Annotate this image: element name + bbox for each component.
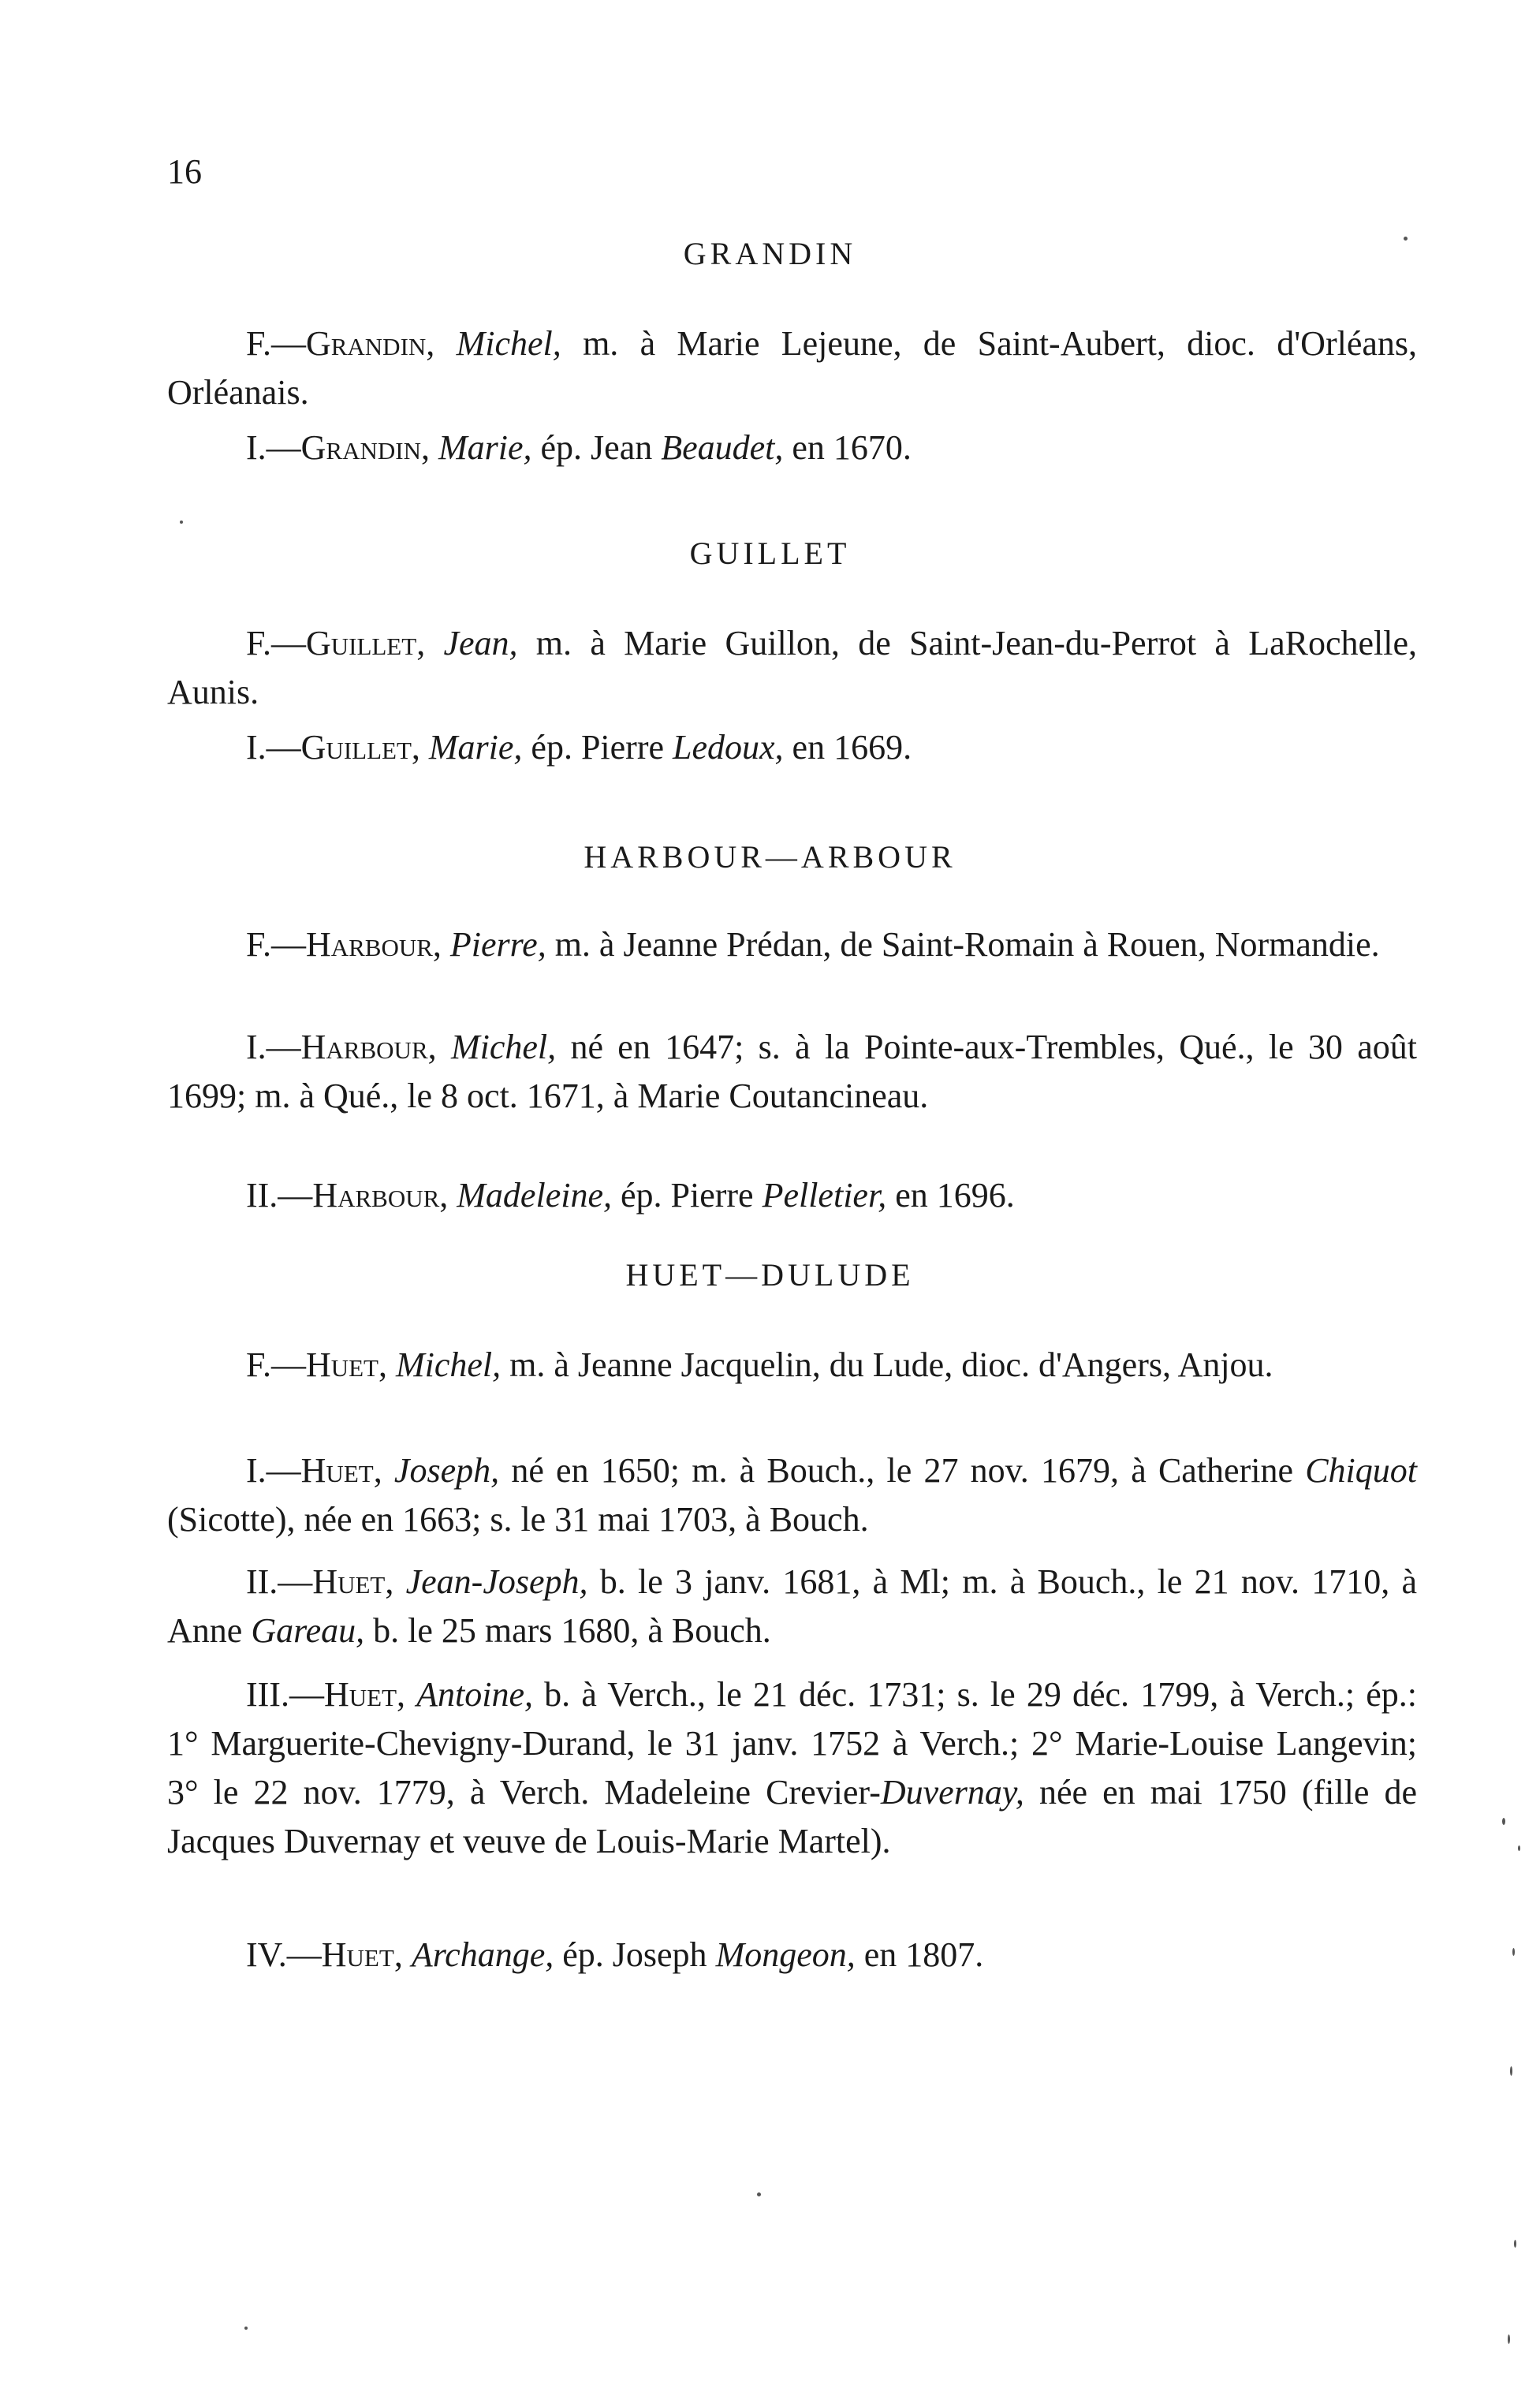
scan-speck: [1514, 2240, 1516, 2248]
entry-prefix: I.—: [246, 728, 301, 767]
entry-text: ép. Pierre: [522, 728, 673, 767]
section-heading: GRANDIN: [683, 236, 857, 271]
entry-separator: ,: [393, 1935, 412, 1974]
entry-surname: Guillet: [300, 728, 412, 767]
section-heading: HUET—DULUDE: [625, 1257, 915, 1293]
genealogy-entry: [167, 619, 1417, 717]
entry-given-name: Madeleine,: [457, 1176, 612, 1215]
page-number: 16: [167, 152, 202, 191]
entry-given-name: Michel,: [396, 1345, 502, 1384]
entry-text-end: en 1807.: [855, 1935, 984, 1974]
scan-speck: [244, 2327, 248, 2330]
scan-speck: [1502, 1818, 1505, 1825]
scan-speck: [1510, 2066, 1512, 2076]
entry-spouse-name: Mongeon,: [715, 1935, 856, 1974]
genealogy-entry: [167, 723, 1417, 772]
entry-prefix: I.—: [246, 428, 301, 467]
entry-prefix: F.—: [246, 624, 306, 662]
genealogy-entry: [167, 1446, 1417, 1544]
scan-speck: [1508, 2334, 1510, 2344]
entry-prefix: F.—: [246, 1345, 306, 1384]
entry-given-name: Joseph,: [393, 1451, 500, 1490]
scan-speck: [180, 521, 183, 524]
scan-speck: [757, 2192, 761, 2196]
entry-surname: Huet: [312, 1562, 386, 1601]
entry-prefix: II.—: [246, 1176, 313, 1215]
entry-prefix: IV.—: [246, 1935, 322, 1974]
entry-surname: Grandin: [305, 324, 427, 363]
entry-separator: ,: [439, 1176, 457, 1215]
entry-text-end: (Sicotte), née en 1663; s. le 31 mai 1703, à Bouch.: [167, 1500, 869, 1539]
entry-spouse-name: Duvernay,: [880, 1773, 1024, 1812]
entry-given-name: Archange,: [411, 1935, 554, 1974]
entry-given-name: Jean-Joseph,: [405, 1562, 588, 1601]
entry-text: né en 1647; s. à la Pointe-aux-Trembles, Qué., le 30 août 1699; m. à Qué., le 8 oct. 1671, à Marie Coutancineau.: [167, 1028, 1418, 1115]
entry-text: ép. Jean: [531, 428, 662, 467]
entry-surname: Harbour: [312, 1176, 440, 1215]
entry-separator: ,: [426, 324, 457, 363]
entry-surname: Grandin: [300, 428, 421, 467]
entry-surname: Harbour: [300, 1028, 428, 1066]
entry-given-name: Pierre,: [449, 925, 546, 964]
entry-given-name: Marie,: [438, 428, 532, 467]
entry-separator: ,: [411, 728, 429, 767]
entry-separator: ,: [420, 428, 438, 467]
genealogy-entry: [167, 1171, 1417, 1220]
entry-given-name: Marie,: [428, 728, 523, 767]
entry-surname: Huet: [321, 1935, 394, 1974]
genealogy-entry: [167, 1023, 1417, 1121]
entry-text: m. à Marie Guillon, de Saint-Jean-du-Perrot à LaRochelle, Aunis.: [167, 624, 1417, 711]
genealogy-entry: [167, 1558, 1417, 1655]
entry-given-name: Michel,: [450, 1028, 557, 1066]
scan-speck: [1518, 1845, 1520, 1851]
entry-separator: ,: [432, 925, 450, 964]
entry-separator: ,: [385, 1562, 406, 1601]
genealogy-entry: [167, 920, 1417, 969]
entry-text: né en 1650; m. à Bouch., le 27 nov. 1679, à Catherine: [499, 1451, 1306, 1490]
entry-spouse-name: Chiquot: [1305, 1451, 1417, 1490]
entry-surname: Huet: [305, 1345, 378, 1384]
entry-text: ép. Pierre: [611, 1176, 763, 1215]
entry-surname: Huet: [323, 1675, 397, 1714]
entry-text: m. à Jeanne Jacquelin, du Lude, dioc. d'Angers, Anjou.: [501, 1345, 1273, 1384]
entry-prefix: F.—: [246, 925, 306, 964]
entry-given-name: Antoine,: [416, 1675, 534, 1714]
entry-text-end: en 1670.: [783, 428, 912, 467]
entry-surname: Harbour: [305, 925, 433, 964]
entry-text: m. à Jeanne Prédan, de Saint-Romain à Rouen, Normandie.: [546, 925, 1380, 964]
entry-prefix: III.—: [246, 1675, 324, 1714]
entry-separator: ,: [416, 624, 444, 662]
entry-separator: ,: [378, 1345, 396, 1384]
entry-text: b. le 3 janv. 1681, à Ml; m. à Bouch., le 21 nov. 1710, à Anne: [167, 1562, 1418, 1650]
entry-prefix: II.—: [246, 1562, 313, 1601]
entry-separator: ,: [373, 1451, 394, 1490]
entry-text-end: en 1669.: [783, 728, 912, 767]
section-heading: GUILLET: [689, 535, 851, 571]
entry-surname: Guillet: [305, 624, 417, 662]
entry-prefix: I.—: [246, 1028, 301, 1066]
entry-text: b. à Verch., le 21 déc. 1731; s. le 29 déc. 1799, à Verch.; ép.: 1° Marguerite-Chevigny-Durand, le 31 janv. 1752 à Verch.; 2° Marie-Louise Langevin; 3° le 22 nov. 1779, à Verch. Madeleine Crevier-: [167, 1675, 1417, 1812]
entry-prefix: F.—: [246, 324, 306, 363]
entry-given-name: Jean,: [443, 624, 518, 662]
scan-speck: [1404, 237, 1408, 241]
entry-spouse-name: Pelletier,: [762, 1176, 887, 1215]
entry-text: ép. Joseph: [554, 1935, 716, 1974]
entry-separator: ,: [397, 1675, 417, 1714]
genealogy-entry: [167, 1931, 1417, 1980]
entry-prefix: I.—: [246, 1451, 301, 1490]
entry-surname: Huet: [300, 1451, 374, 1490]
genealogy-entry: [167, 1670, 1417, 1866]
entry-text-end: b. le 25 mars 1680, à Bouch.: [364, 1611, 771, 1650]
genealogy-entry: [167, 319, 1417, 417]
entry-given-name: Michel,: [456, 324, 561, 363]
entry-spouse-name: Ledoux,: [673, 728, 784, 767]
entry-spouse-name: Beaudet,: [661, 428, 784, 467]
entry-text-end: en 1696.: [886, 1176, 1015, 1215]
entry-text-end: née en mai 1750 (fille de Jacques Duvernay et veuve de Louis-Marie Martel).: [167, 1773, 1417, 1860]
scan-speck: [1512, 1948, 1515, 1956]
entry-text: m. à Marie Lejeune, de Saint-Aubert, dioc. d'Orléans, Orléanais.: [167, 324, 1417, 412]
entry-spouse-name: Gareau,: [251, 1611, 365, 1650]
genealogy-entry: [167, 424, 1417, 472]
section-heading: HARBOUR—ARBOUR: [584, 839, 956, 875]
entry-separator: ,: [427, 1028, 451, 1066]
genealogy-entry: [167, 1341, 1417, 1390]
